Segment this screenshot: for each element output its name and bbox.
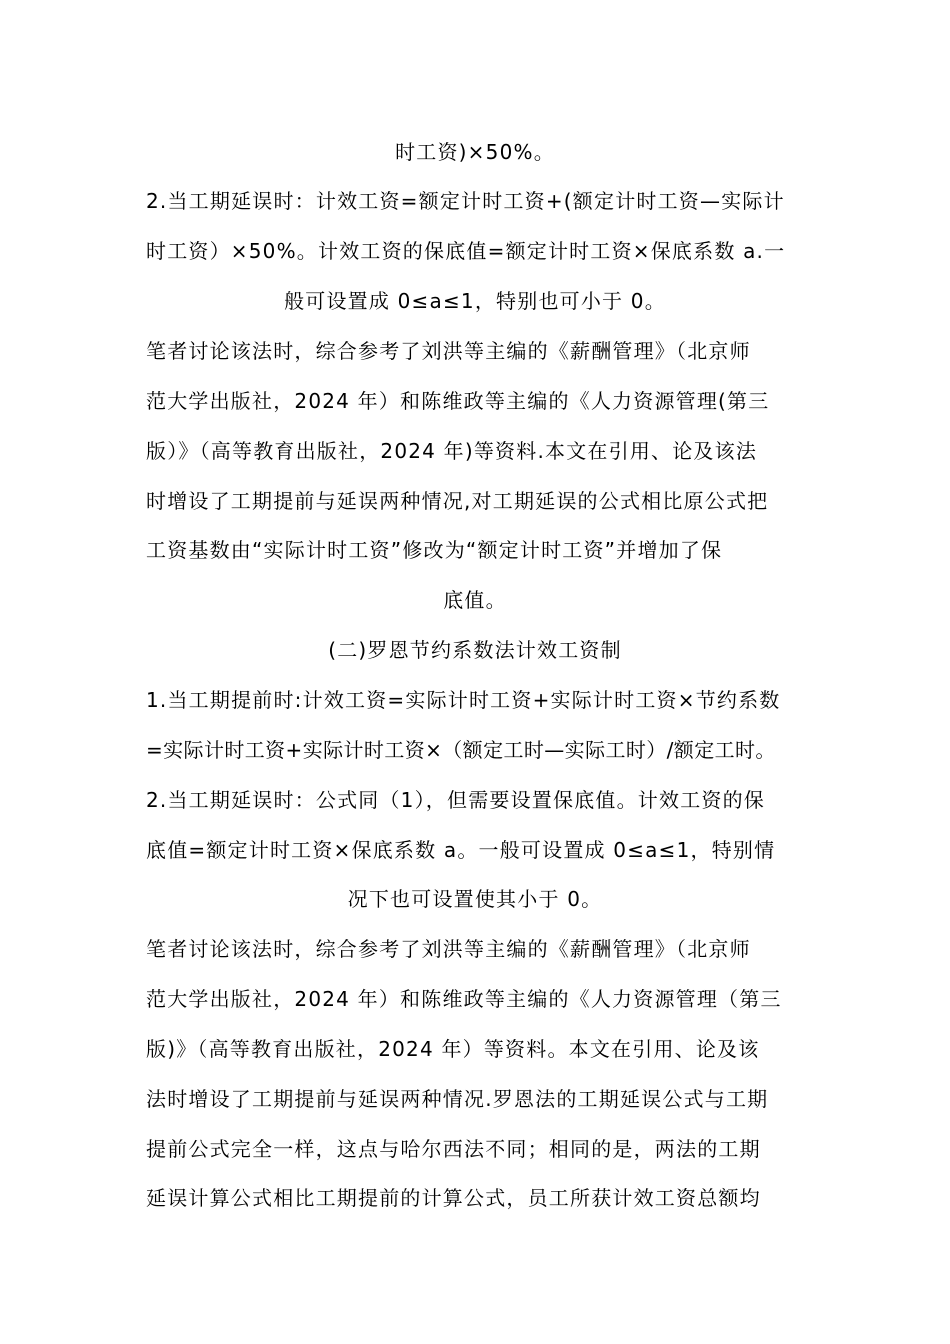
text-line: 时工资)×50%。	[395, 140, 555, 164]
text-line: 笔者讨论该法时，综合参考了刘洪等主编的《薪酬管理》（北京师	[146, 937, 751, 961]
text-line: 延误计算公式相比工期提前的计算公式，员工所获计效工资总额均	[146, 1186, 761, 1210]
text-line: 2.当工期延误时：计效工资=额定计时工资+(额定计时工资—实际计	[146, 189, 785, 213]
text-line: 提前公式完全一样，这点与哈尔西法不同；相同的是，两法的工期	[146, 1137, 761, 1161]
text-line: 时增设了工期提前与延误两种情况,对工期延误的公式相比原公式把	[146, 489, 769, 513]
text-line: 范大学出版社，2024 年）和陈维政等主编的《人力资源管理(第三	[146, 389, 770, 413]
text-line: 底值。	[443, 588, 507, 612]
text-line: 底值=额定计时工资×保底系数 a。一般可设置成 0≤a≤1，特别情	[146, 838, 776, 862]
text-line: 范大学出版社，2024 年）和陈维政等主编的《人力资源管理（第三	[146, 987, 782, 1011]
text-line: =实际计时工资+实际计时工资×（额定工时—实际工时）/额定工时。	[146, 738, 776, 762]
text-line: 2.当工期延误时：公式同（1），但需要设置保底值。计效工资的保	[146, 788, 766, 812]
text-line: 版）》（高等教育出版社，2024 年)等资料.本文在引用、论及该法	[146, 439, 758, 463]
text-line: 时工资）×50%。计效工资的保底值=额定计时工资×保底系数 a.一	[146, 239, 786, 263]
text-line: 1.当工期提前时:计效工资=实际计时工资+实际计时工资×节约系数	[146, 688, 781, 712]
section-heading: (二)罗恩节约系数法计效工资制	[328, 638, 622, 662]
text-line: 况下也可设置使其小于 0。	[347, 887, 603, 911]
text-line: 般可设置成 0≤a≤1，特别也可小于 0。	[284, 289, 666, 313]
text-line: 工资基数由“实际计时工资”修改为“额定计时工资”并增加了保	[146, 538, 723, 562]
text-line: 版)》（高等教育出版社，2024 年）等资料。本文在引用、论及该	[146, 1037, 760, 1061]
text-line: 法时增设了工期提前与延误两种情况.罗恩法的工期延误公式与工期	[146, 1087, 769, 1111]
text-line: 笔者讨论该法时，综合参考了刘洪等主编的《薪酬管理》（北京师	[146, 339, 751, 363]
